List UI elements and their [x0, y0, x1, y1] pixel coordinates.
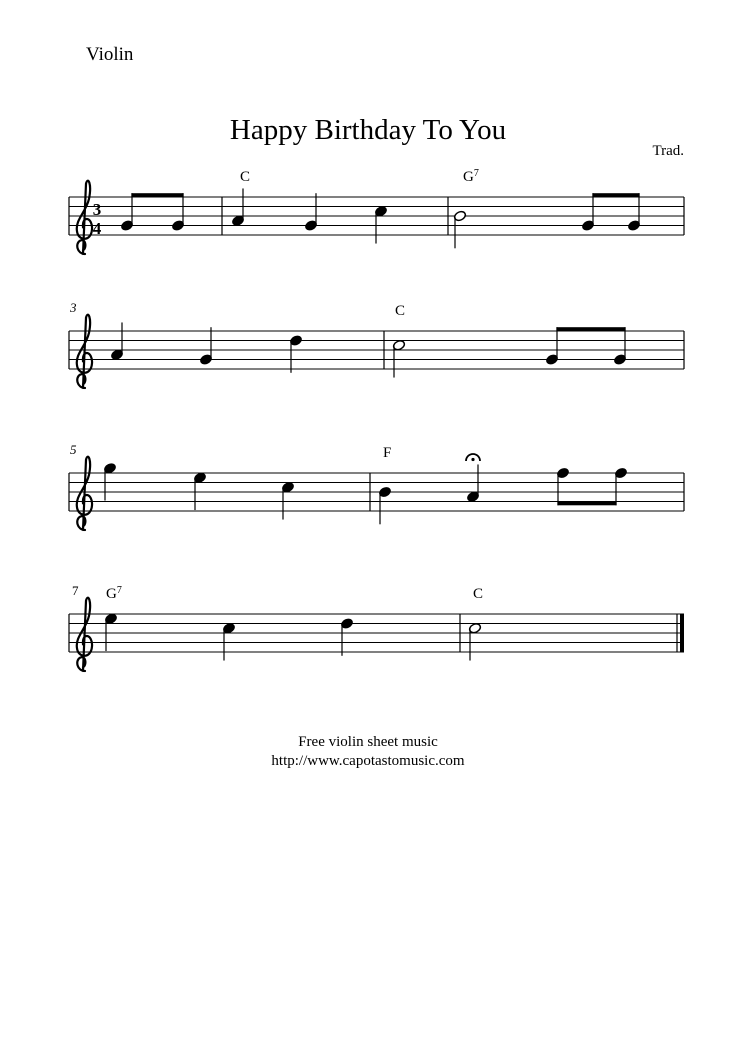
- chord-extension: 7: [116, 585, 122, 596]
- chord-root: C: [473, 586, 484, 602]
- composer-credit: Trad.: [652, 143, 684, 159]
- note: [466, 454, 480, 503]
- chord-symbol: [240, 169, 250, 185]
- footer-url: http://www.capotastomusic.com: [271, 753, 465, 769]
- note: [374, 205, 388, 243]
- chord-extension: 7: [473, 168, 479, 179]
- note: [613, 327, 627, 365]
- note: [281, 481, 295, 519]
- chord-root: G: [106, 586, 117, 602]
- staff-lines: [69, 331, 684, 369]
- note: [378, 486, 392, 524]
- time-signature-numerator: 3: [92, 200, 102, 220]
- chord-root: C: [240, 169, 251, 185]
- chord-symbol: [106, 585, 122, 602]
- staff-lines: [69, 614, 684, 652]
- footer: [0, 733, 736, 771]
- note: [556, 467, 570, 505]
- note: [120, 193, 134, 231]
- chord-symbol: [473, 586, 483, 602]
- note: [110, 322, 124, 360]
- chord-root: F: [383, 445, 392, 461]
- staff-system: [69, 583, 684, 671]
- note: [199, 327, 213, 365]
- note: [614, 467, 628, 505]
- footer-text: Free violin sheet music: [298, 734, 438, 750]
- note: [392, 339, 406, 377]
- note: [222, 622, 236, 660]
- note: [340, 618, 354, 656]
- note: [171, 193, 185, 231]
- chord-symbol: [395, 303, 405, 319]
- note-beam: [556, 327, 625, 331]
- instrument-label: Violin: [86, 44, 134, 65]
- chord-root: G: [463, 169, 474, 185]
- note: [545, 327, 559, 365]
- note: [193, 472, 207, 510]
- note: [468, 622, 482, 660]
- note: [289, 335, 303, 373]
- time-signature: [93, 200, 102, 238]
- chord-root: C: [395, 303, 406, 319]
- treble-clef-icon: [77, 598, 92, 671]
- measure-number: 7: [72, 583, 79, 598]
- measure-number: 5: [70, 442, 77, 457]
- fermata-icon: [466, 454, 480, 461]
- fermata-dot: [471, 458, 474, 461]
- note: [627, 193, 641, 231]
- note: [453, 210, 467, 248]
- measure-number: 3: [70, 300, 77, 315]
- treble-clef-icon: [77, 181, 92, 254]
- final-thick-barline: [680, 614, 684, 652]
- treble-clef-icon: [77, 457, 92, 530]
- note: [231, 188, 245, 226]
- page-title: Happy Birthday To You: [229, 114, 507, 146]
- note-beam: [592, 193, 639, 197]
- chord-symbol: [463, 168, 479, 185]
- note: [103, 462, 117, 500]
- staff-system: [69, 300, 684, 388]
- note: [581, 193, 595, 231]
- note-beam: [131, 193, 183, 197]
- chord-symbol: [383, 445, 391, 461]
- note-beam: [557, 501, 616, 505]
- treble-clef-icon: [77, 315, 92, 388]
- staff-system: [69, 442, 684, 530]
- staff-system: [69, 168, 684, 254]
- time-signature-denominator: 4: [92, 219, 102, 239]
- note: [104, 613, 118, 651]
- note: [304, 193, 318, 231]
